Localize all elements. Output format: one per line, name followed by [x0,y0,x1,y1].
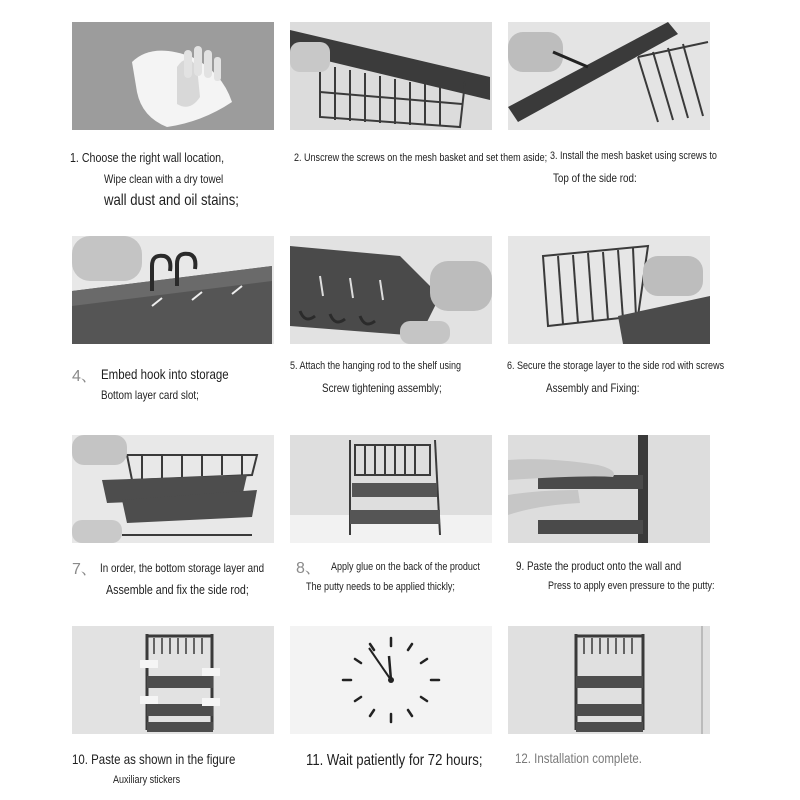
step-4-line-1: Embed hook into storage [101,366,229,382]
step-3-line-2: Top of the side rod: [553,171,637,185]
step-4-number: 4、 [72,368,97,385]
photo-paste-wall [508,435,710,543]
step-5-line-2: Screw tightening assembly; [322,381,442,395]
step-7-line-1: In order, the bottom storage layer and [100,561,265,575]
step-5-line-1: 5. Attach the hanging rod to the shelf using [290,360,462,372]
photo-assemble-bottom [72,435,274,543]
step-11-line-1: 11. Wait patiently for 72 hours; [306,752,483,769]
clock-icon [290,626,492,734]
step-12-line-1: 12. Installation complete. [515,750,642,766]
install-illustration [508,22,710,130]
step-7-number: 7、 [72,561,97,578]
step-4-line-2: Bottom layer card slot; [101,388,199,402]
step-3-line-1: 3. Install the mesh basket using screws to [550,150,717,162]
complete-illustration [508,626,710,734]
rod-illustration [290,236,492,344]
photo-unscrew-basket [290,22,492,130]
basket-illustration [290,22,492,130]
step-1-line-3: wall dust and oil stains; [104,192,239,209]
step-8-line-2: The putty needs to be applied thickly; [306,581,455,593]
photo-auxiliary-stickers [72,626,274,734]
hand-towel-illustration [72,22,274,130]
photo-install-basket [508,22,710,130]
step-9-line-1: 9. Paste the product onto the wall and [516,559,682,573]
step-2-line-1: 2. Unscrew the screws on the mesh basket and set them aside; [294,152,548,164]
assemble-illustration [72,435,274,543]
photo-apply-glue [290,435,492,543]
step-10-line-2: Auxiliary stickers [113,774,181,786]
step-7-line-2: Assemble and fix the side rod; [106,582,249,597]
photo-complete [508,626,710,734]
hook-illustration [72,236,274,344]
step-1-line-1: 1. Choose the right wall location, [70,150,225,165]
step-6-line-2: Assembly and Fixing: [546,381,640,395]
step-9-line-2: Press to apply even pressure to the putty: [548,580,715,592]
paste-illustration [508,435,710,543]
photo-secure-layer [508,236,710,344]
step-8-line-1: Apply glue on the back of the product [331,561,480,573]
layer-illustration [508,236,710,344]
photo-wipe-wall [72,22,274,130]
glue-illustration [290,435,492,543]
step-6-line-1: 6. Secure the storage layer to the side rod with screws [507,360,725,372]
photo-clock [290,626,492,734]
step-10-line-1: 10. Paste as shown in the figure [72,751,236,767]
photo-attach-rod [290,236,492,344]
step-8-number: 8、 [296,560,321,577]
stickers-illustration [72,626,274,734]
photo-embed-hook [72,236,274,344]
step-1-line-2: Wipe clean with a dry towel [104,172,224,186]
